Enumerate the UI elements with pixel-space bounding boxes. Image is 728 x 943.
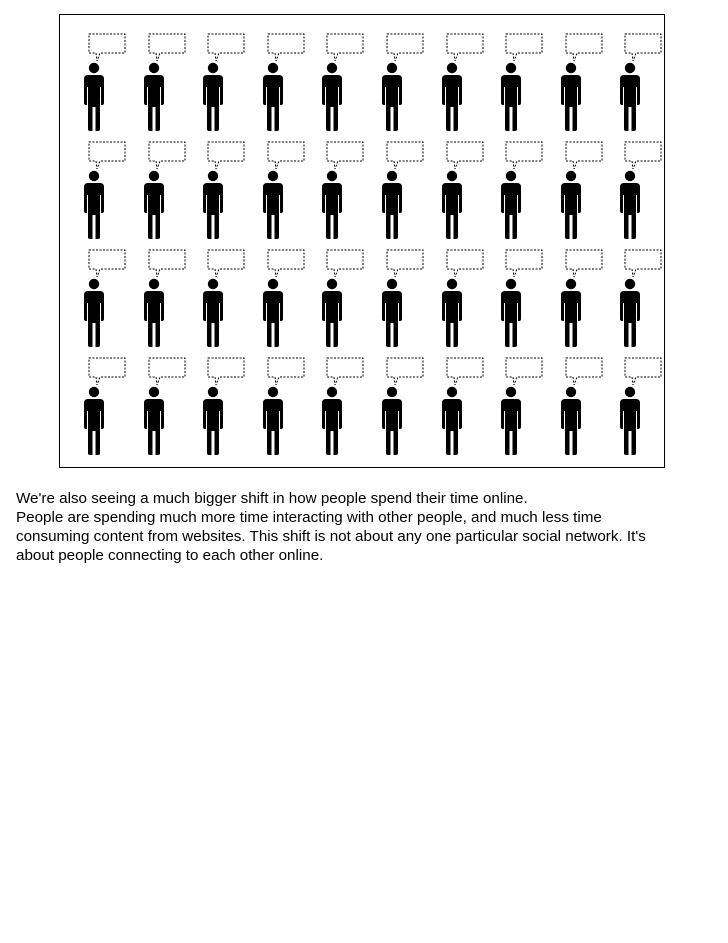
speech-bubble-icon: [149, 358, 185, 385]
person-icon: [501, 387, 521, 455]
speech-bubble-icon: [89, 250, 125, 277]
speech-bubble-icon: [447, 34, 483, 61]
person-with-bubble: [197, 29, 257, 145]
person-icon: [144, 387, 164, 455]
speech-bubble-icon: [447, 250, 483, 277]
person-with-bubble: [316, 353, 376, 469]
speech-bubble-icon: [208, 358, 244, 385]
speech-bubble-icon: [566, 250, 602, 277]
person-with-bubble: [614, 353, 674, 469]
person-with-bubble: [78, 353, 138, 469]
person-icon: [620, 387, 640, 455]
speech-bubble-icon: [268, 250, 304, 277]
person-icon: [561, 387, 581, 455]
person-with-bubble: [495, 137, 555, 253]
person-icon: [322, 387, 342, 455]
person-icon: [382, 387, 402, 455]
person-with-bubble: [436, 245, 496, 361]
notes-line-1: We're also seeing a much bigger shift in how people spend their time online.: [16, 490, 528, 507]
speech-bubble-icon: [387, 34, 423, 61]
speech-bubble-icon: [625, 34, 661, 61]
person-with-bubble: [376, 245, 436, 361]
person-icon: [561, 279, 581, 347]
speech-bubble-icon: [506, 358, 542, 385]
person-with-bubble: [138, 245, 198, 361]
speech-bubble-icon: [387, 250, 423, 277]
speech-bubble-icon: [327, 142, 363, 169]
person-with-bubble: [376, 29, 436, 145]
person-with-bubble: [138, 353, 198, 469]
speech-bubble-icon: [327, 34, 363, 61]
person-with-bubble: [316, 245, 376, 361]
person-with-bubble: [555, 137, 615, 253]
person-icon: [442, 171, 462, 239]
person-with-bubble: [436, 29, 496, 145]
speaker-notes: [16, 489, 716, 565]
speech-bubble-icon: [149, 34, 185, 61]
person-icon: [501, 279, 521, 347]
speech-bubble-icon: [566, 34, 602, 61]
person-icon: [501, 171, 521, 239]
person-icon: [620, 279, 640, 347]
speech-bubble-icon: [149, 250, 185, 277]
speech-bubble-icon: [506, 34, 542, 61]
person-icon: [84, 171, 104, 239]
person-icon: [442, 387, 462, 455]
person-with-bubble: [78, 29, 138, 145]
person-icon: [561, 171, 581, 239]
person-icon: [442, 63, 462, 131]
speech-bubble-icon: [447, 142, 483, 169]
speech-bubble-icon: [268, 358, 304, 385]
person-icon: [620, 63, 640, 131]
speech-bubble-icon: [566, 142, 602, 169]
person-with-bubble: [436, 353, 496, 469]
person-icon: [382, 171, 402, 239]
person-with-bubble: [138, 29, 198, 145]
person-with-bubble: [257, 245, 317, 361]
speech-bubble-icon: [387, 358, 423, 385]
person-with-bubble: [316, 29, 376, 145]
speech-bubble-icon: [208, 34, 244, 61]
speech-bubble-icon: [208, 250, 244, 277]
speech-bubble-icon: [89, 34, 125, 61]
person-with-bubble: [78, 245, 138, 361]
speech-bubble-icon: [506, 142, 542, 169]
speech-bubble-icon: [506, 250, 542, 277]
person-icon: [203, 387, 223, 455]
speech-bubble-icon: [268, 34, 304, 61]
person-icon: [263, 279, 283, 347]
speech-bubble-icon: [327, 358, 363, 385]
person-with-bubble: [376, 137, 436, 253]
person-with-bubble: [197, 245, 257, 361]
person-with-bubble: [555, 29, 615, 145]
person-with-bubble: [436, 137, 496, 253]
person-with-bubble: [614, 137, 674, 253]
person-icon: [322, 171, 342, 239]
person-icon: [382, 279, 402, 347]
person-with-bubble: [78, 137, 138, 253]
person-icon: [84, 387, 104, 455]
person-with-bubble: [138, 137, 198, 253]
speech-bubble-icon: [327, 250, 363, 277]
person-with-bubble: [614, 29, 674, 145]
person-with-bubble: [495, 245, 555, 361]
person-icon: [84, 63, 104, 131]
speech-bubble-icon: [268, 142, 304, 169]
person-with-bubble: [555, 245, 615, 361]
person-with-bubble: [257, 353, 317, 469]
person-icon: [84, 279, 104, 347]
person-with-bubble: [257, 137, 317, 253]
person-with-bubble: [316, 137, 376, 253]
person-icon: [382, 63, 402, 131]
person-icon: [561, 63, 581, 131]
speech-bubble-icon: [208, 142, 244, 169]
person-icon: [203, 279, 223, 347]
person-with-bubble: [555, 353, 615, 469]
speech-bubble-icon: [387, 142, 423, 169]
slide-frame: [59, 14, 665, 468]
speech-bubble-icon: [89, 358, 125, 385]
speech-bubble-icon: [566, 358, 602, 385]
person-icon: [442, 279, 462, 347]
speech-bubble-icon: [89, 142, 125, 169]
person-icon: [322, 63, 342, 131]
speech-bubble-icon: [625, 358, 661, 385]
person-with-bubble: [197, 137, 257, 253]
person-with-bubble: [495, 29, 555, 145]
person-with-bubble: [257, 29, 317, 145]
person-icon: [144, 279, 164, 347]
speech-bubble-icon: [149, 142, 185, 169]
person-icon: [501, 63, 521, 131]
person-with-bubble: [495, 353, 555, 469]
speech-bubble-icon: [447, 358, 483, 385]
person-with-bubble: [376, 353, 436, 469]
person-icon: [263, 171, 283, 239]
person-icon: [620, 171, 640, 239]
person-icon: [263, 63, 283, 131]
person-with-bubble: [614, 245, 674, 361]
person-icon: [263, 387, 283, 455]
speech-bubble-icon: [625, 142, 661, 169]
speech-bubble-icon: [625, 250, 661, 277]
person-icon: [144, 171, 164, 239]
person-icon: [144, 63, 164, 131]
person-icon: [203, 171, 223, 239]
person-with-bubble: [197, 353, 257, 469]
notes-paragraph-2: People are spending much more time interacting with other people, and much less time consuming content from websites. This shift is not about any one particular social network. It's about people connecting to each other online.: [16, 509, 646, 564]
person-icon: [203, 63, 223, 131]
people-grid: [60, 15, 664, 467]
person-icon: [322, 279, 342, 347]
